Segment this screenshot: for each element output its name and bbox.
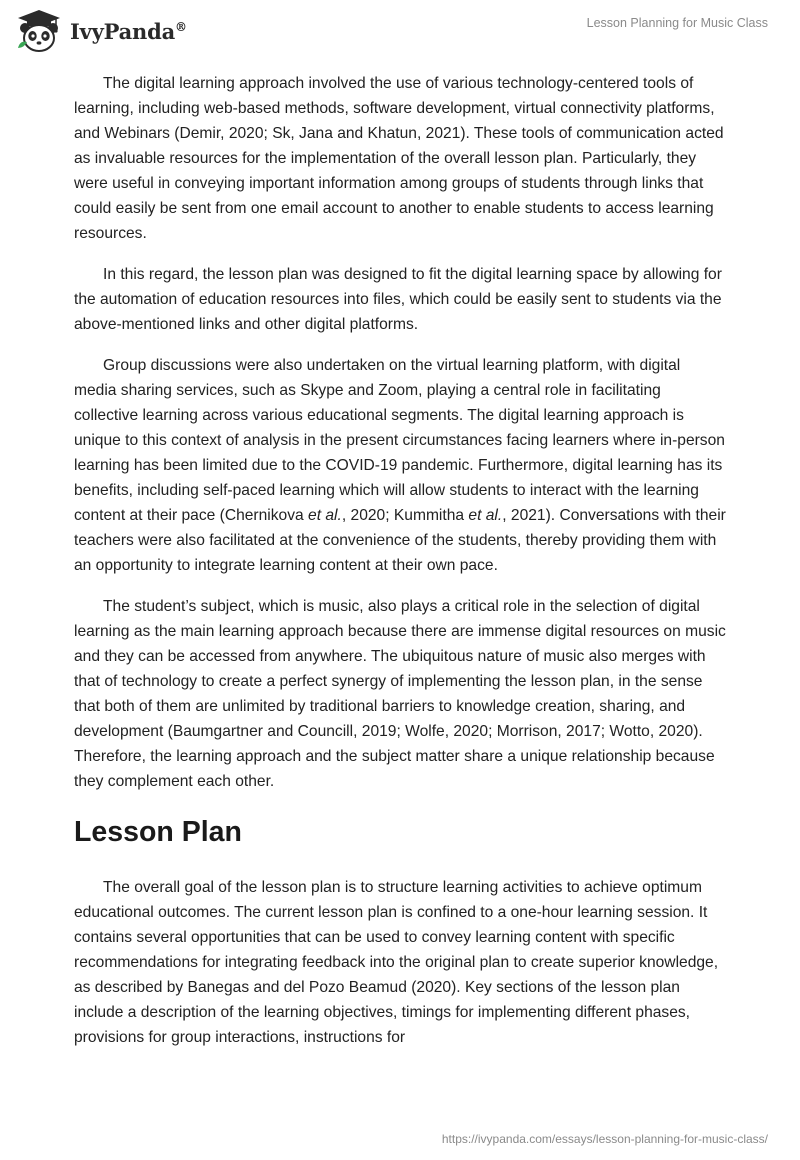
panda-icon <box>14 8 64 54</box>
ivypanda-logo[interactable] <box>14 8 187 54</box>
paragraph: Group discussions were also undertaken on the virtual learning platform, with digital media sharing services, such as Skype and Zoom, playing a central role in facilitating collective learning across various educational segments. The digital learning approach is unique to this context of analysis in the present circumstances facing learners where in-person learning has been limited due to the COVID-19 pandemic. Furthermore, digital learning has its benefits, including self-paced learning which will allow students to interact with the learning content at their pace (Chernikova et al., 2020; Kummitha et al., 2021). Conversations with their teachers were also facilitated at the convenience of the students, thereby providing them with an opportunity to integrate learning content at their own pace. <box>74 357 726 574</box>
page-header <box>0 0 800 64</box>
paragraph: The student’s subject, which is music, also plays a critical role in the selection of digital learning as the main learning approach because there are immense digital resources on music and they can be accessed from anywhere. The ubiquitous nature of music also merges with that of technology to create a perfect synergy of implementing the lesson plan, in the sense that both of them are unlimited by traditional barriers to knowledge creation, sharing, and development (Baumgartner and Councill, 2019; Wolfe, 2020; Morrison, 2017; Wotto, 2020). Therefore, the learning approach and the subject matter share a unique relationship because they complement each other. <box>74 598 726 790</box>
italic-text: et al. <box>308 507 342 524</box>
paragraph: The overall goal of the lesson plan is to structure learning activities to achieve optimum educational outcomes. The current lesson plan is confined to a one-hour learning session. It contains several opportunities that can be used to convey learning content with specific recommendations for integrating feedback into the original plan to create superior knowledge, as described by Banegas and del Pozo Beamud (2020). Key sections of the lesson plan include a description of the learning objectives, timings for implementing different phases, provisions for group interactions, instructions for <box>74 879 719 1046</box>
paragraph: In this regard, the lesson plan was designed to fit the digital learning space by allowing for the automation of education resources into files, which could be easily sent to students via the above-mentioned links and other digital platforms. <box>74 266 722 333</box>
document-title: Lesson Planning for Music Class <box>586 16 768 30</box>
logo-text: IvyPanda® <box>70 18 187 44</box>
source-url[interactable]: https://ivypanda.com/essays/lesson-planning-for-music-class/ <box>441 1132 768 1146</box>
italic-text: et al. <box>468 507 503 524</box>
paragraph: The digital learning approach involved the use of various technology-centered tools of learning, including web-based methods, software development, virtual connectivity platforms, and Webinars (Demir, 2020; Sk, Jana and Khatun, 2021). These tools of communication acted as invaluable resources for the implementation of the overall lesson plan. Particularly, they were useful in conveying important information among groups of students through links that could easily be sent from one email account to another to enable students to access learning resources. <box>74 75 724 242</box>
essay-body <box>74 71 726 1066</box>
section-heading: Lesson Plan <box>74 816 242 848</box>
